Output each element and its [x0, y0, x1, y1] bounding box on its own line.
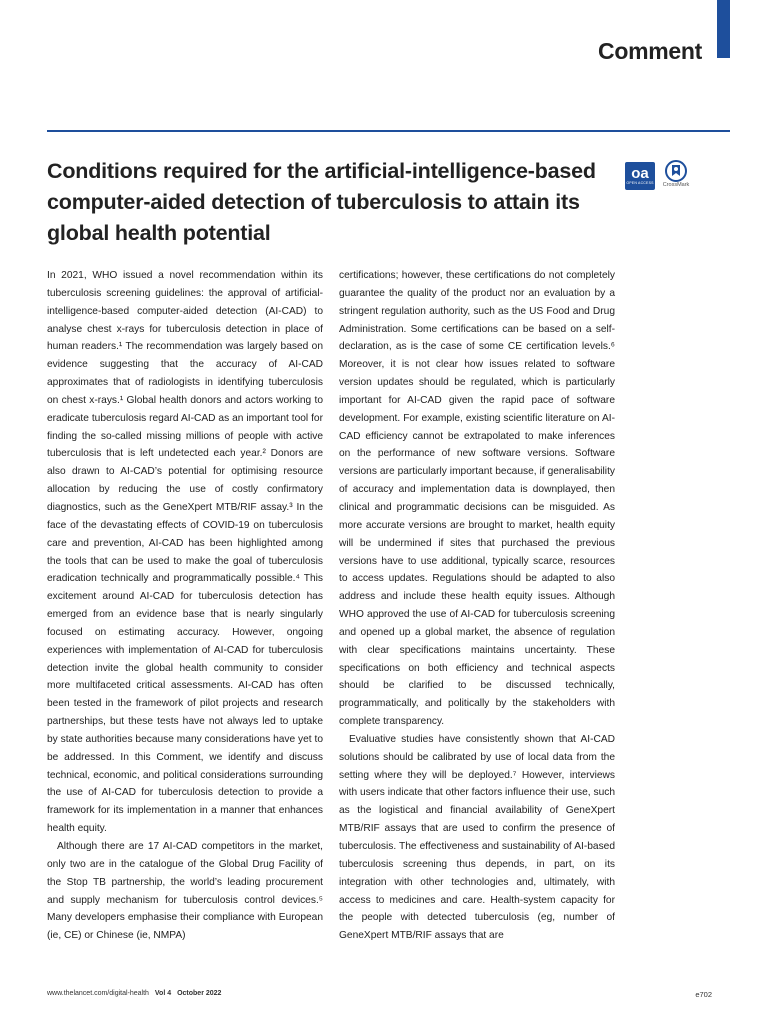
body-column-left — [47, 267, 323, 945]
footer-citation — [47, 990, 221, 997]
article-title: Conditions required for the artificial-intelligence-based computer-aided detection of tuberculosis to attain its global health potential — [47, 159, 596, 245]
section-color-bar — [717, 0, 730, 58]
header-rule — [47, 130, 730, 132]
crossmark-icon[interactable] — [661, 160, 691, 189]
open-access-caption: OPEN ACCESS — [626, 180, 654, 185]
volume-number: Vol 4 — [154, 990, 172, 997]
paragraph: Although there are 17 AI-CAD competitors in the market, only two are in the catalogue of the Global Drug Facility of the Stop TB partnership, the world’s leading procurement and supply mechanism for tuberculosis control devices.⁵ Many developers emphasise their compliance with European (ie, CE) or Chinese (ie, NMPA) — [47, 841, 323, 942]
journal-url-link[interactable]: www.thelancet.com/digital-health — [47, 990, 149, 997]
open-access-icon[interactable] — [625, 162, 655, 190]
paragraph: Evaluative studies have consistently shown that AI-CAD solutions should be calibrated by use of local data from the setting where they will be deployed.⁷ However, interviews with users indicate that other factors influence their use, such as the logistical and financial availability of GeneXpert MTB/RIF assays that are used to confirm the presence of tuberculosis. The effectiveness and sustainability of AI-based tuberculosis screening thus depends, in part, on its integration with other technologies and, ultimately, with access to medicines and care. Health-system capacity for the people with detected tuberculosis (eg, number of GeneXpert MTB/RIF assays that are — [339, 733, 615, 942]
paragraph: certifications; however, these certifications do not completely guarantee the quality of the product nor an evaluation by a stringent regulation authority, such as the US Food and Drug Administration. Some certifications can be based on a self-declaration, as is the case of some CE certification levels.⁶ Moreover, it is not clear how issues related to software version updates should be regulated, which is particularly important for AI-CAD given the rapid pace of software development. For example, existing scientific literature on AI-CAD efficiency cannot be extrapolated to make inferences on the performance of new software versions. Software versions are particularly important because, if generalisability of accuracy and implementation data is downplayed, then clinical and programmatic decisions can be misguided. As more accurate versions are brought to market, health equity will be undermined if sites that purchased the previous versions have to use additional, typically scarce, resources to access updates. Regulations should be adapted to also address and include these health equity issues. Although WHO approved the use of AI-CAD for tuberculosis screening and opened up a global market, the absence of regulation with clear specifications maintains uncertainty. These specifications on both efficiency and technical aspects should be clarified to be discussed technically, programmatically, and politically by the stakeholders with complete transparency. — [339, 270, 615, 728]
open-access-label: oa — [631, 164, 649, 182]
page-number: e702 — [695, 990, 712, 999]
crossmark-logo — [665, 160, 687, 182]
issue-date: October 2022 — [177, 990, 222, 997]
section-label: Comment — [598, 38, 702, 64]
body-column-right — [339, 267, 615, 945]
paragraph: In 2021, WHO issued a novel recommendation within its tuberculosis screening guidelines: the approval of artificial-intelligence-based computer-aided detection (AI-CAD) to analyse chest x-rays for tuberculosis detection in place of human readers.¹ The recommendation was largely based on evidence suggesting that the accuracy of AI-CAD approximates that of radiologists in identifying tuberculosis on chest x-rays.¹ Global health donors and actors working to eradicate tuberculosis regard AI-CAD as an important tool for finding the so-called missing millions of people with active tuberculosis that is left undetected each year.² Donors are also drawn to AI-CAD’s potential for optimising resource allocation by reducing the use of costly confirmatory diagnostics, such as the GeneXpert MTB/RIF assay.³ In the face of the devastating effects of COVID-19 on tuberculosis care and prevention, AI-CAD has been highlighted among the tools that can be used to make the goal of tuberculosis eradication technically and programmatically possible.⁴ This excitement around AI-CAD for tuberculosis detection has emerged from an evidence base that is nearly singularly focused on estimating accuracy. However, ongoing experiences with implementation of AI-CAD for tuberculosis detection invite the global health community to consider more multifaceted critical assessments. AI-CAD has often been tested in the framework of pilot projects and research partnerships, but these tests have not always led to uptake by state authorities because many considerations have yet to be addressed. In this Comment, we identify and discuss technical, economic, and political considerations surrounding the use of AI-CAD for tuberculosis detection to provide a framework for its implementation in a manner that enhances health equity. — [47, 270, 323, 835]
crossmark-label: CrossMark — [662, 182, 690, 188]
